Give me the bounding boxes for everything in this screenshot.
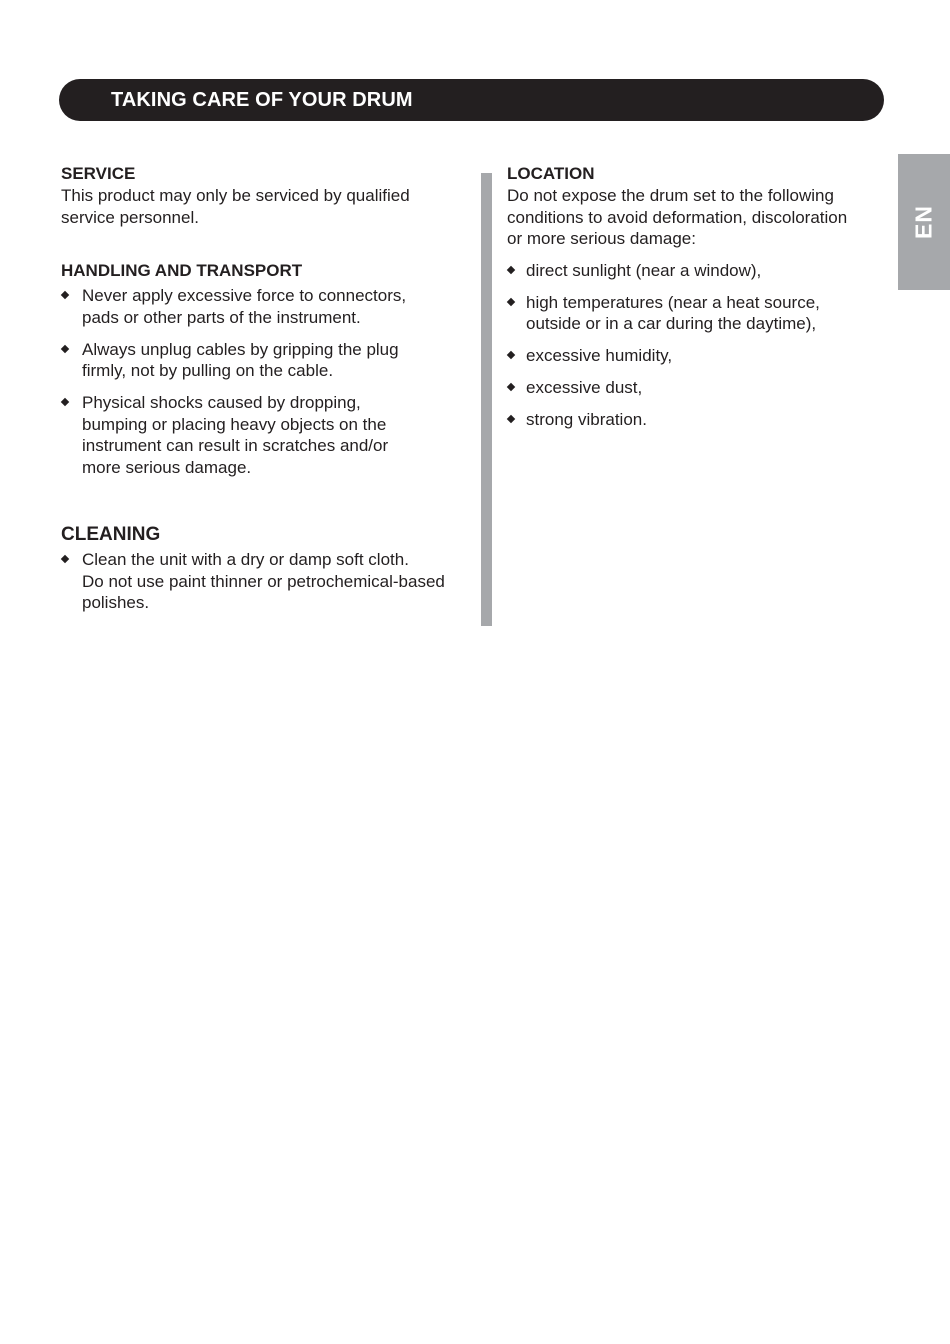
- handling-heading: HANDLING AND TRANSPORT: [61, 261, 303, 280]
- page-title: TAKING CARE OF YOUR DRUM: [111, 89, 413, 111]
- service-heading: SERVICE: [61, 164, 136, 183]
- list-item: [61, 549, 471, 614]
- list-item-line: strong vibration.: [526, 410, 647, 429]
- location-line: Do not expose the drum set to the following: [507, 186, 834, 205]
- list-item-line: Do not use paint thinner or petrochemical-based: [82, 571, 445, 591]
- diamond-bullet-icon: [61, 291, 69, 299]
- cleaning-section: [61, 524, 471, 624]
- column-divider: [481, 173, 492, 626]
- diamond-bullet-icon: [507, 351, 515, 359]
- diamond-bullet-icon: [507, 265, 515, 273]
- service-text: [61, 185, 471, 228]
- list-item-line: Physical shocks caused by dropping,: [82, 393, 361, 412]
- list-item-line: bumping or placing heavy objects on the: [82, 414, 387, 434]
- list-item: [507, 409, 887, 431]
- location-heading: LOCATION: [507, 164, 595, 183]
- location-line: or more serious damage:: [507, 229, 696, 248]
- list-item-line: Clean the unit with a dry or damp soft cloth.: [82, 550, 409, 569]
- section-title-bar: [59, 79, 884, 121]
- list-item-line: pads or other parts of the instrument.: [82, 307, 361, 327]
- service-section: [61, 163, 471, 228]
- list-item-line: Never apply excessive force to connectors,: [82, 286, 407, 305]
- cleaning-heading: CLEANING: [61, 524, 161, 545]
- list-item: [507, 292, 887, 335]
- list-item: [507, 377, 887, 399]
- diamond-bullet-icon: [61, 398, 69, 406]
- list-item-line: instrument can result in scratches and/or: [82, 436, 389, 455]
- list-item-line: firmly, not by pulling on the cable.: [82, 361, 334, 380]
- diamond-bullet-icon: [507, 297, 515, 305]
- list-item-line: high temperatures (near a heat source,: [526, 292, 820, 312]
- diamond-bullet-icon: [507, 383, 515, 391]
- location-list: [507, 260, 887, 431]
- list-item-line: Always unplug cables by gripping the plug: [82, 339, 399, 359]
- language-tab-label: EN: [910, 205, 937, 239]
- language-tab: [898, 154, 950, 290]
- list-item-line: polishes.: [82, 593, 150, 612]
- list-item-line: outside or in a car during the daytime),: [526, 314, 817, 333]
- diamond-bullet-icon: [61, 344, 69, 352]
- list-item-line: direct sunlight (near a window),: [526, 260, 762, 280]
- list-item-line: excessive humidity,: [526, 346, 673, 365]
- service-line: This product may only be serviced by qualified: [61, 186, 410, 205]
- handling-section: [61, 260, 471, 489]
- location-text: [507, 185, 887, 250]
- cleaning-list: [61, 549, 471, 614]
- diamond-bullet-icon: [507, 415, 515, 423]
- location-line: conditions to avoid deformation, discoloration: [507, 207, 848, 227]
- list-item: [507, 260, 887, 282]
- diamond-bullet-icon: [61, 555, 69, 563]
- service-line: service personnel.: [61, 207, 199, 227]
- list-item-line: more serious damage.: [82, 457, 252, 477]
- list-item: [61, 392, 471, 478]
- list-item: [61, 339, 471, 382]
- list-item: [61, 285, 471, 328]
- handling-list: [61, 285, 471, 478]
- location-section: [507, 163, 887, 441]
- list-item-line: excessive dust,: [526, 378, 643, 397]
- list-item: [507, 345, 887, 367]
